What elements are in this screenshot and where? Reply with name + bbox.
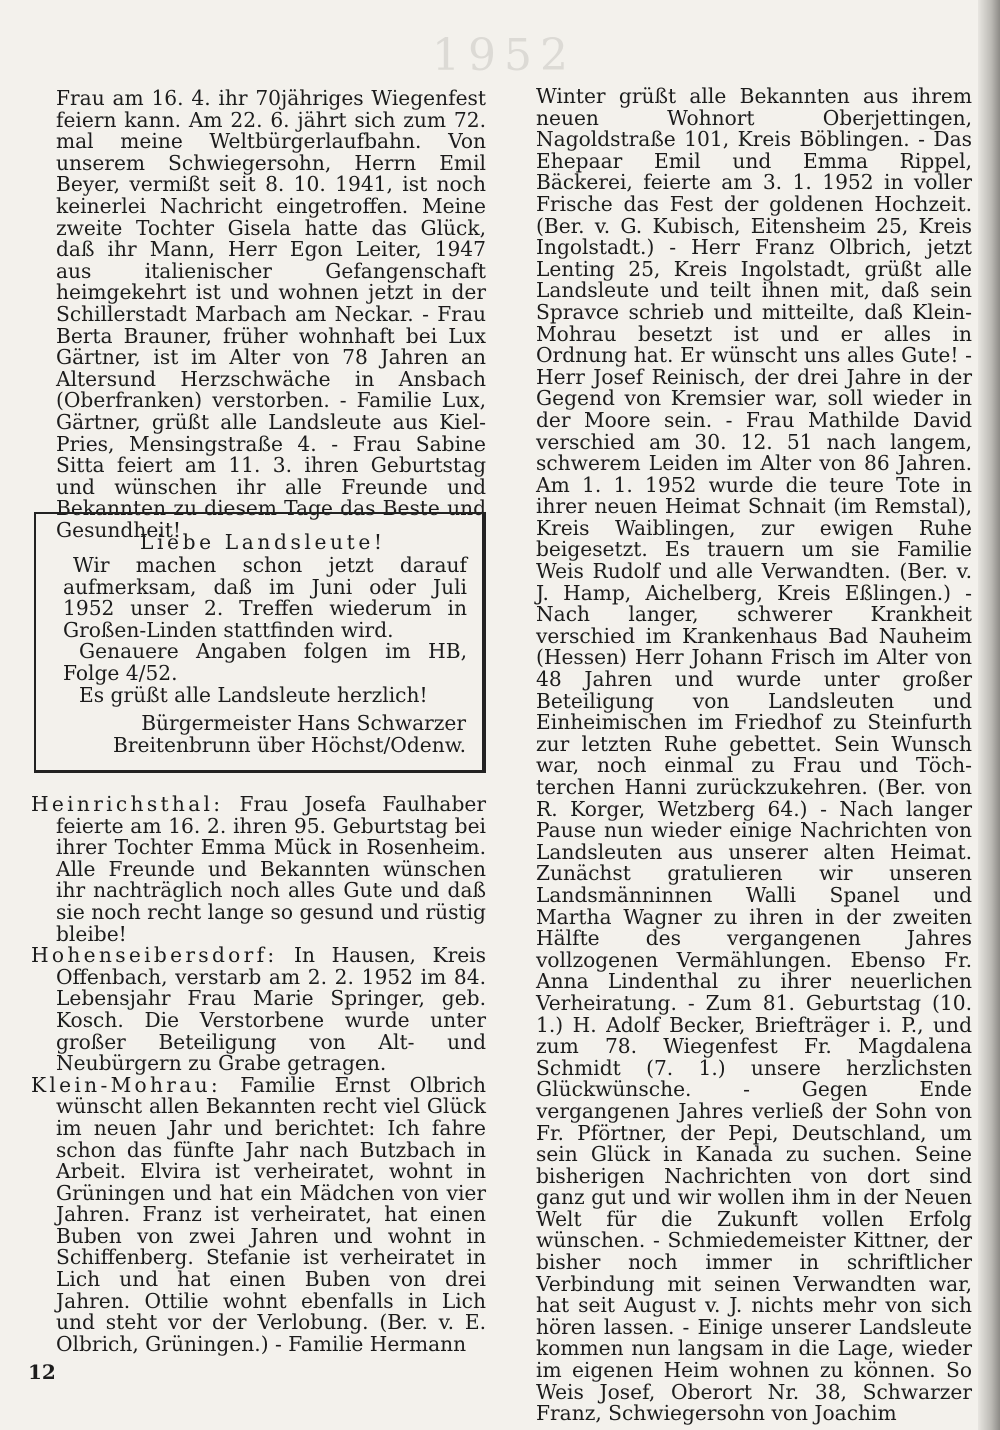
notice-signature-place: Breitenbrunn über Höchst/Odenw.: [113, 733, 466, 757]
faded-year-stamp: 1952: [432, 30, 576, 81]
page-number: 12: [28, 1360, 56, 1384]
entry-hohenseibersdorf: [31, 945, 486, 1075]
entry-text: Familie Ernst Olbrich wünscht allen Bekannten recht viel Glück im neuen Jahr und berichtet: Ich fahre schon das fünfte Jahr nach Butzbach in Arbeit. Elvira ist verheiratet, wohnt in Grüningen und hat ein Mädchen von vier Jahren. Franz ist verheiratet, hat einen Buben von zwei Jahren und wohnt in Schiffenberg. Stefanie ist verheiratet in Lich und hat einen Buben von drei Jahren. Ottilie wohnt ebenfalls in Lich und steht vor der Verlobung. (Ber. v. E. Olbrich, Grüningen.) - Familie Hermann: [56, 1072, 486, 1356]
entry-text: In Hausen, Kreis Offenbach, verstarb am 2. 2. 1952 im 84. Lebensjahr Frau Marie Springer, geb. Kosch. Die Verstorbene wurde unter großer Beteiligung von Alt- und Neubürgern zu Grabe getragen.: [56, 943, 486, 1076]
entry-place: Heinrichsthal:: [31, 792, 224, 816]
right-column: [536, 86, 972, 1425]
notice-greeting: Liebe Landsleute!: [140, 530, 386, 554]
notice-paragraph-2: Genauere Angaben folgen im HB, Folge 4/52.: [63, 639, 467, 685]
page-edge-shadow: [978, 0, 1000, 1430]
left-intro-text: Frau am 16. 4. ihr 70jähriges Wiegenfest feiern kann. Am 22. 6. jährt sich zum 72. mal meine Weltbürgerlaufbahn. Von unserem Schwiegersohn, Herrn Emil Beyer, vermißt seit 8. 10. 1941, ist noch keinerlei Nachricht eingetroffen. Meine zweite Tochter Gisela hatte das Glück, daß ihr Mann, Herr Egon Leiter, 1947 aus italienischer Gefangenschaft heimgekehrt ist und wohnen jetzt in der Schillerstadt Marbach am Neckar. - Frau Berta Brauner, früher wohnhaft bei Lux Gärtner, ist im Alter von 78 Jahren an Altersund Herzschwäche in Ansbach (Oberfranken) verstorben. - Familie Lux, Gärtner, grüßt alle Landsleute aus Kiel-Pries, Mensingstraße 4. - Frau Sabine Sitta feiert am 11. 3. ihren Geburtstag und wünschen ihr alle Freunde und Bekannten zu diesem Tage das Beste und Gesundheit!: [56, 86, 486, 542]
entry-heinrichsthal: [31, 794, 486, 945]
right-column-text: Winter grüßt alle Bekannten aus ihrem neuen Wohnort Oberjettingen, Nagoldstraße 101, Kreis Böblingen. - Das Ehepaar Emil und Emma Rippel, Bäckerei, feierte am 3. 1. 1952 in voller Frische das Fest der goldenen Hochzeit. (Ber. v. G. Kubisch, Eitensheim 25, Kreis Ingolstadt.) - Herr Franz Olbrich, jetzt Lenting 25, Kreis Ingolstadt, grüßt alle Landsleute und teilt ihnen mit, daß sein Spravce schrieb und mitteilte, daß Klein-Mohrau besetzt ist und er alles in Ordnung hat. Er wünscht uns alles Gute! - Herr Josef Reinisch, der drei Jahre in der Gegend von Kremsier war, soll wieder in der Moore sein. - Frau Mathilde David verschied am 30. 12. 51 nach langem, schwerem Leiden im Alter von 86 Jahren. Am 1. 1. 1952 wurde die teure Tote in ihrer neuen Heimat Schnait (im Remstal), Kreis Waiblingen, zur ewigen Ruhe beigesetzt. Es trauern um sie Familie Weis Rudolf und alle Verwandten. (Ber. v. J. Hamp, Aichelberg, Kreis Eßlingen.) - Nach langer, schwerer Krankheit verschied im Krankenhaus Bad Nauheim (Hessen) Herr Johann Frisch im Alter von 48 Jahren und wurde unter großer Beteiligung von Landsleuten und Einheimischen im Friedhof zu Steinfurth zur letzten Ruhe gebettet. Sein Wunsch war, noch einmal zu Frau und Töchterchen Hanni zurückzukehren. (Ber. von R. Korger, Wetzberg 64.) - Nach langer Pause nun wieder einige Nachrichten von Landsleuten aus unserer alten Heimat. Zunächst gratulieren wir unseren Landsmänninnen Walli Spanel und Martha Wagner zu ihren in der zweiten Hälfte des vergangenen Jahres vollzogenen Vermählungen. Ebenso Fr. Anna Lindenthal zu ihrer neuerlichen Verheiratung. - Zum 81. Geburtstag (10. 1.) H. Adolf Becker, Briefträger i. P., und zum 78. Wiegenfest Fr. Magdalena Schmidt (7. 1.) unsere herzlichsten Glückwünsche. - Gegen Ende vergangenen Jahres verließ der Sohn von Fr. Pförtner, der Pepi, Deutschland, um sein Glück in Kanada zu suchen. Seine bisherigen Nachrichten von dort sind ganz gut und wir wollen ihm in der Neuen Welt für die Zukunft vollen Erfolg wünschen. - Schmiedemeister Kittner, der bisher noch immer in schriftlicher Verbindung mit seinen Verwandten war, hat seit August v. J. nichts mehr von sich hören lassen. - Einige unserer Landsleute kommen nun langsam in die Lage, wieder im eigenen Heim wohnen zu können. So Weis Josef, Oberort Nr. 38, Schwarzer Franz, Schwiegersohn von Joachim: [536, 84, 972, 1426]
notice-paragraph-1: Wir machen schon jetzt darauf aufmerksam, daß im Juni oder Juli 1952 unser 2. Treffen wiederum in Großen-Linden stattfinden wird.: [63, 553, 467, 642]
notice-paragraph-3: Es grüßt alle Landsleute herzlich!: [79, 682, 428, 707]
notice-signature-name: Bürgermeister Hans Schwarzer: [141, 711, 466, 735]
entry-place: Hohenseibersdorf:: [31, 943, 278, 968]
notice-box: [34, 512, 486, 773]
place-entries: [31, 794, 486, 1355]
left-column: [31, 88, 486, 541]
entry-klein-mohrau: [31, 1072, 486, 1356]
entry-text: Frau Josefa Faulhaber feierte am 16. 2. ihren 95. Geburtstag bei ihrer Tochter Emma Mück in Rosenheim. Alle Freunde und Bekannten wünschen ihr nachträglich noch alles Gute und daß sie noch recht lange so gesund und rüstig bleibe!: [56, 792, 486, 946]
entry-place: Klein-Mohrau:: [31, 1072, 221, 1097]
notice-body: [63, 555, 467, 706]
